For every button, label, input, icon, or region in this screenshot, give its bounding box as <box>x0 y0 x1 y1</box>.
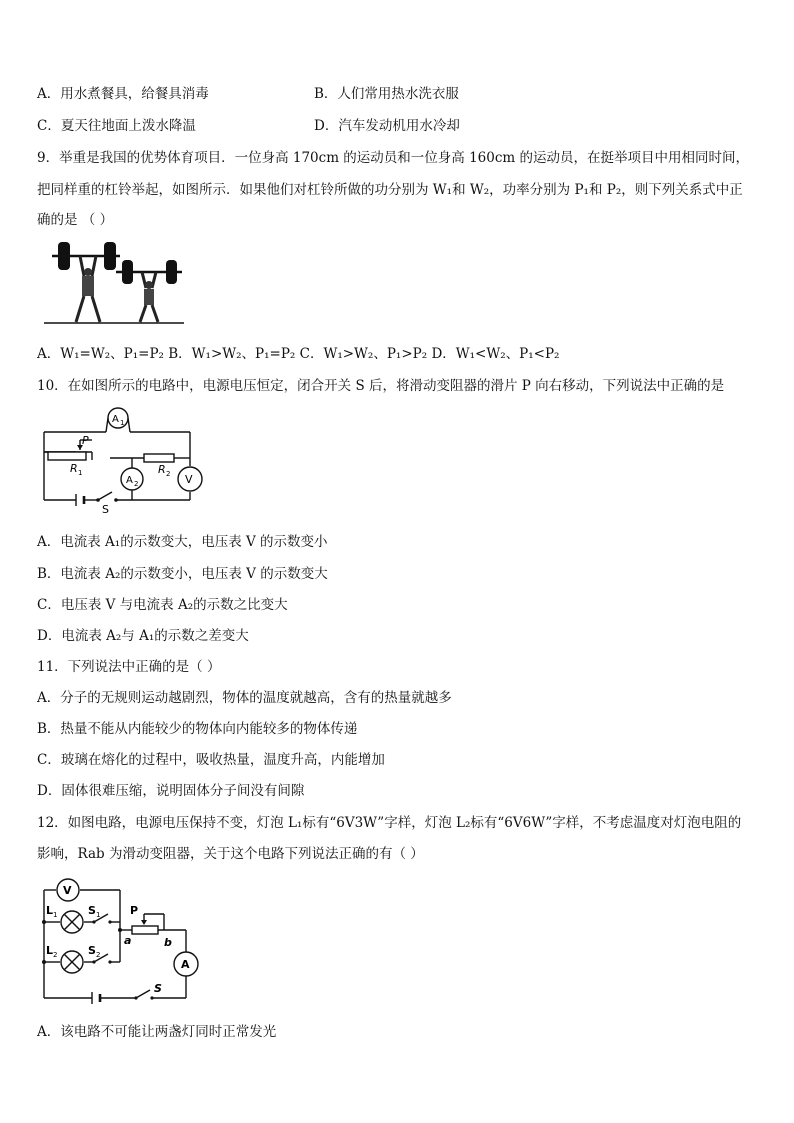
label-s2: S <box>88 944 96 957</box>
q8-option-b: B．人们常用热水洗衣服 <box>314 86 459 102</box>
lifter-1-arm-left <box>80 256 84 276</box>
q11-option-a: A．分子的无规则运动越剧烈，物体的温度就越高，含有的热量就越多 <box>37 690 452 706</box>
label-r1: R <box>70 462 78 475</box>
label-r1-sub: 1 <box>78 469 83 477</box>
lifter-1-arm-right <box>92 256 96 276</box>
label-l2: L <box>46 944 54 957</box>
label-s1-sub: 1 <box>96 911 101 919</box>
label-p: P <box>82 434 89 447</box>
label-l1: L <box>46 904 54 917</box>
label-r2: R <box>158 463 166 476</box>
q11-option-c: C．玻璃在熔化的过程中，吸收热量，温度升高，内能增加 <box>37 752 385 768</box>
q10-option-d: D．电流表 A₂与 A₁的示数之差变大 <box>37 628 249 644</box>
q12-stem-line1: 12．如图电路，电源电压保持不变，灯泡 L₁标有“6V3W”字样，灯泡 L₂标有“6V6W”字样，不考虑温度对灯泡电阻的 <box>37 815 742 831</box>
q8-option-a: A．用水煮餐具，给餐具消毒 <box>37 86 209 102</box>
label-a1: A <box>112 414 119 425</box>
lifter-1-torso <box>82 276 94 296</box>
label-a2-sub: 2 <box>134 480 139 488</box>
q11-option-d: D．固体很难压缩，说明固体分子间没有间隙 <box>37 783 305 799</box>
lifter-1-head <box>84 268 92 276</box>
q9-stem-line3: 确的是 （ ） <box>37 212 114 228</box>
label-a: A <box>181 958 190 971</box>
label-v: V <box>63 884 72 897</box>
label-s2-sub: 2 <box>96 951 101 959</box>
q10-option-a: A．电流表 A₁的示数变大，电压表 V 的示数变小 <box>37 534 328 550</box>
weightlifters-figure <box>44 238 186 328</box>
label-s1: S <box>88 904 96 917</box>
barbell-1-plate-left <box>58 242 70 270</box>
q11-option-b: B．热量不能从内能较少的物体向内能较多的物体传递 <box>37 721 358 737</box>
q10-option-b: B．电流表 A₂的示数变小，电压表 V 的示数变大 <box>37 566 328 582</box>
label-a-end: a <box>124 934 132 947</box>
label-a2: A <box>126 475 133 486</box>
q9-options: A．W₁=W₂、P₁=P₂ B．W₁>W₂、P₁=P₂ C．W₁>W₂、P₁>P₂ D．W₁<W₂、P₁<P₂ <box>37 346 560 362</box>
barbell-1-plate-right <box>104 242 116 270</box>
lifter-2-leg-right <box>152 305 158 322</box>
q10-stem: 10．在如图所示的电路中，电源电压恒定，闭合开关 S 后，将滑动变阻器的滑片 P 向右移动，下列说法中正确的是 <box>37 378 725 394</box>
q9-stem-line2: 把同样重的杠铃举起，如图所示．如果他们对杠铃所做的功分别为 W₁和 W₂，功率分别为 P₁和 P₂，则下列关系式中正 <box>37 182 743 198</box>
label-s: S <box>154 982 162 995</box>
label-l2-sub: 2 <box>53 951 58 959</box>
q11-stem: 11．下列说法中正确的是（ ） <box>37 659 221 675</box>
lifter-2-torso <box>144 289 154 305</box>
label-b-end: b <box>164 936 172 949</box>
lifter-1-leg-left <box>76 296 84 322</box>
q8-option-c: C．夏天往地面上泼水降温 <box>37 118 196 134</box>
label-a1-sub: 1 <box>120 419 125 427</box>
label-p: P <box>130 904 139 917</box>
label-r2-sub: 2 <box>166 470 171 478</box>
q8-option-d: D．汽车发动机用水冷却 <box>314 118 460 134</box>
lifter-2-leg-left <box>140 305 146 322</box>
label-l1-sub: 1 <box>53 911 58 919</box>
q12-circuit-diagram <box>40 874 206 1004</box>
lifter-1-leg-right <box>92 296 100 322</box>
q10-option-c: C．电压表 V 与电流表 A₂的示数之比变大 <box>37 597 288 613</box>
q10-circuit-diagram <box>40 402 210 514</box>
label-s: S <box>102 503 109 514</box>
barbell-2-plate-left <box>122 260 133 284</box>
q12-option-a: A．该电路不可能让两盏灯同时正常发光 <box>37 1024 277 1040</box>
q12-stem-line2: 影响，Rab 为滑动变阻器，关于这个电路下列说法正确的有（ ） <box>37 846 424 862</box>
lifter-2-head <box>145 281 153 289</box>
label-v: V <box>185 473 193 486</box>
barbell-2-plate-right <box>166 260 177 284</box>
q9-stem-line1: 9．举重是我国的优势体育项目．一位身高 170cm 的运动员和一位身高 160cm 的运动员，在挺举项目中用相同时间， <box>37 150 750 166</box>
